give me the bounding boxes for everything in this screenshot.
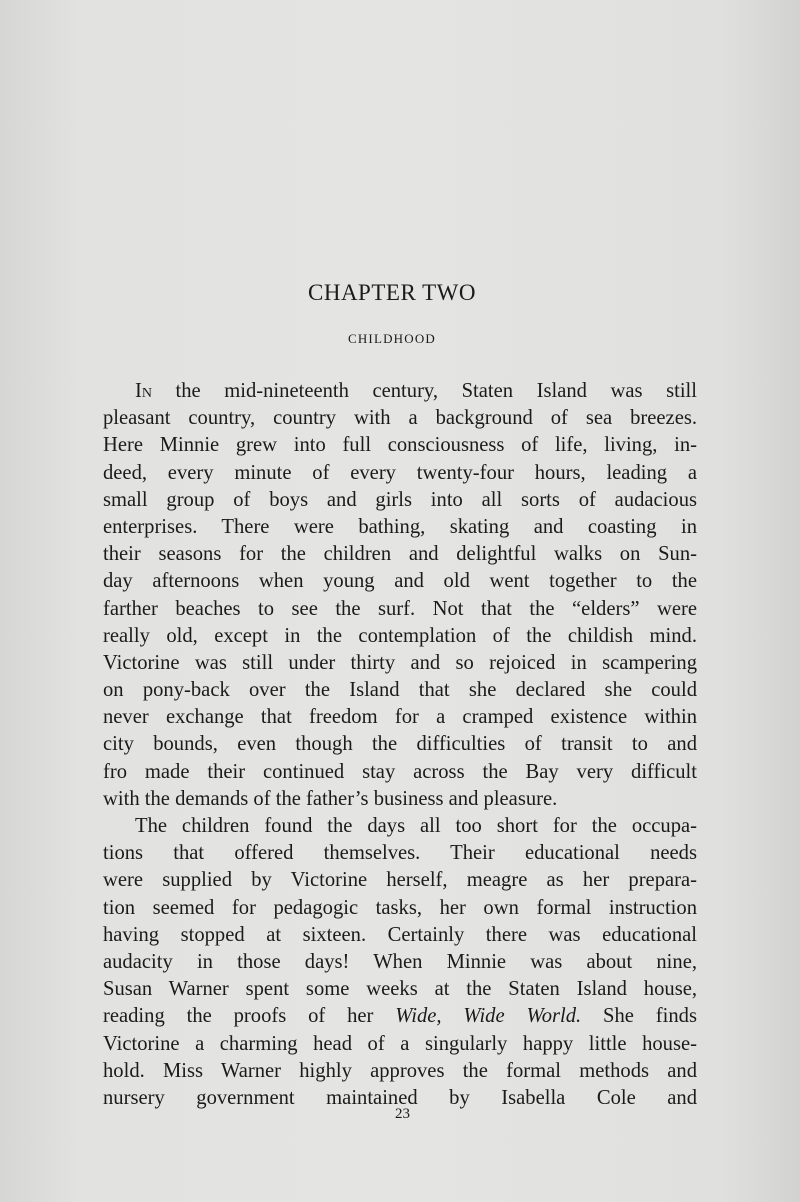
paragraph-1 <box>103 378 697 813</box>
text-line: deed, every minute of every twenty-four hours, leading a <box>103 461 697 484</box>
text-line: nursery government maintained by Isabella Cole and <box>103 1086 697 1109</box>
text-line: tions that offered themselves. Their educational needs <box>103 842 697 865</box>
opening-word: In <box>135 380 152 402</box>
text-line: Susan Warner spent some weeks at the Staten Island house, <box>103 978 697 1001</box>
text-line: pleasant country, country with a background of sea breezes. <box>103 407 697 430</box>
text-line: enterprises. There were bathing, skating and coasting in <box>103 515 697 538</box>
text-line: In the mid-nineteenth century, Staten Island was still <box>135 380 697 402</box>
text-line: city bounds, even though the difficulties of transit to and <box>103 733 697 756</box>
text-line: fro made their continued stay across the Bay very difficult <box>103 760 697 783</box>
text-line: The children found the days all too short for the occupa- <box>135 815 697 837</box>
text-line: hold. Miss Warner highly approves the formal methods and <box>103 1059 697 1082</box>
text-line: really old, except in the contemplation of the childish mind. <box>103 624 697 647</box>
text-line: reading the proofs of her Wide, Wide World. She finds <box>103 1005 697 1028</box>
book-title: Wide, Wide World. <box>395 1005 582 1028</box>
text-line: were supplied by Victorine herself, meagre as her prepara- <box>103 869 697 892</box>
text-line: Here Minnie grew into full consciousness of life, living, in- <box>103 434 697 457</box>
page-number: 23 <box>395 1106 410 1122</box>
chapter-title: CHAPTER TWO <box>308 280 476 305</box>
text-line: never exchange that freedom for a cramped existence within <box>103 706 697 729</box>
text-line: with the demands of the father’s business and pleasure. <box>103 787 558 810</box>
paragraph-2 <box>103 813 697 1112</box>
chapter-subtitle: CHILDHOOD <box>347 331 437 346</box>
text-line: their seasons for the children and delightful walks on Sun- <box>103 543 697 566</box>
text-line: audacity in those days! When Minnie was about nine, <box>103 950 697 973</box>
text-line: Victorine a charming head of a singularly happy little house- <box>103 1032 697 1055</box>
text-line: small group of boys and girls into all sorts of audacious <box>103 488 697 511</box>
text-line: on pony-back over the Island that she declared she could <box>103 679 697 702</box>
text-line: Victorine was still under thirty and so rejoiced in scampering <box>103 651 697 674</box>
text-line: day afternoons when young and old went together to the <box>103 570 697 593</box>
text-line: tion seemed for pedagogic tasks, her own formal instruction <box>103 896 697 919</box>
text-line: having stopped at sixteen. Certainly there was educational <box>103 923 697 946</box>
text-line: farther beaches to see the surf. Not that the “elders” were <box>103 597 697 620</box>
body-text <box>103 378 697 1112</box>
